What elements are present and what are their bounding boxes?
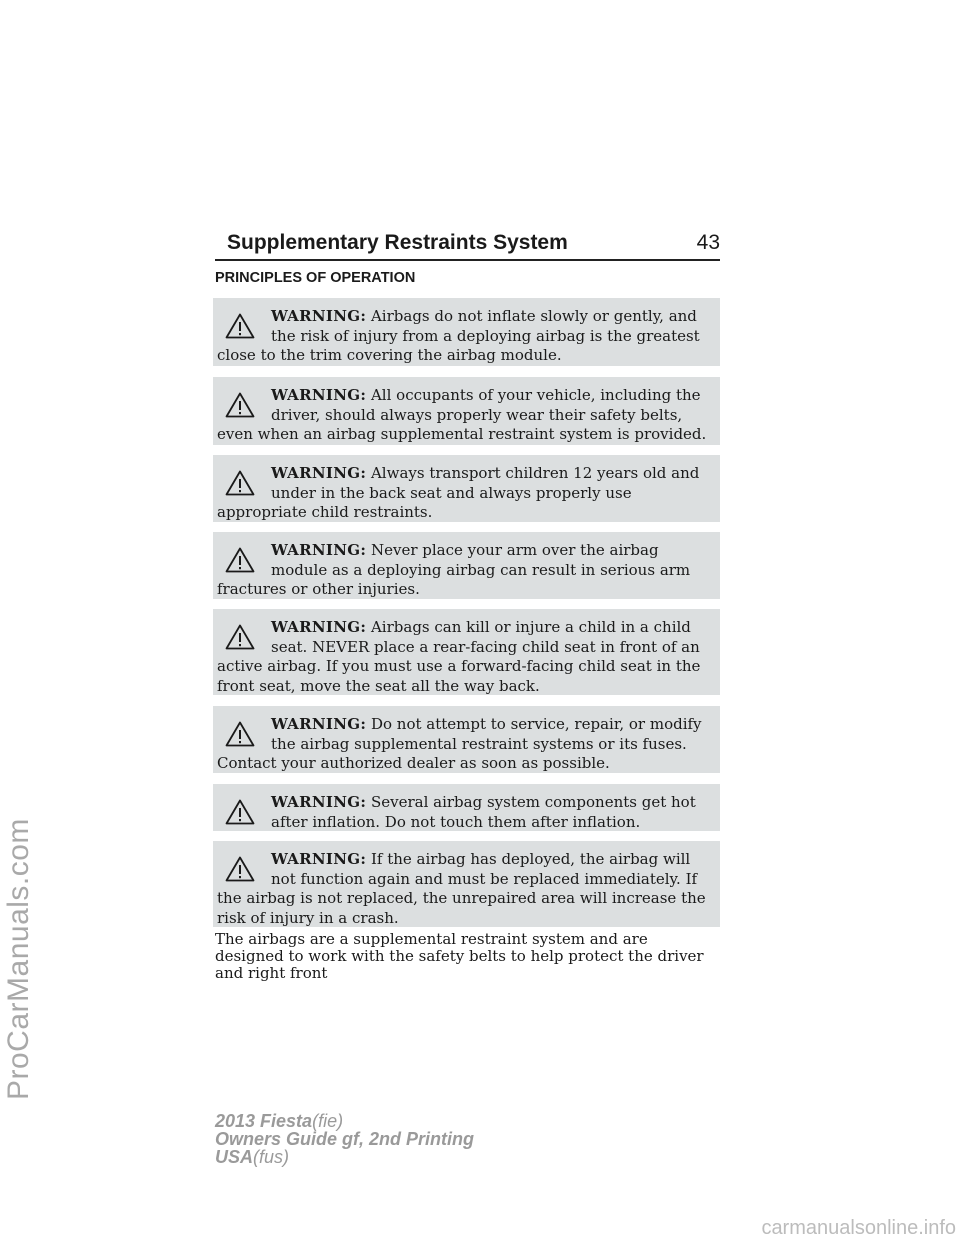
warning-triangle-icon [225,799,255,825]
footer-line-model [215,1112,474,1130]
warning-label: WARNING: [271,541,367,559]
footer-line-region [215,1148,474,1166]
warning-label: WARNING: [271,464,367,482]
warning-triangle-icon [225,624,255,650]
warning-box [213,706,720,773]
footer-model-code: (fie) [312,1111,344,1131]
warning-box [213,377,720,445]
section-heading: PRINCIPLES OF OPERATION [215,270,416,286]
footer-region: USA [215,1147,254,1167]
warning-box [213,784,720,831]
warning-text: Several airbag system components get hot after inflation. Do not touch them after inflation. [271,793,696,831]
footer-region-code: (fus) [253,1147,290,1167]
body-paragraph: The airbags are a supplemental restraint system and are designed to work with the safety belts to help protect the driver and right front [215,930,704,982]
warning-text: All occupants of your vehicle, including the driver, should always properly wear their safety belts, even when an airbag supplemental restraint system is provided. [217,386,707,443]
watermark: ProCarManuals.com [2,818,35,1100]
footer-printing: Owners Guide gf, 2nd Printing [215,1129,475,1149]
warning-text: Never place your arm over the airbag module as a deploying airbag can result in serious arm fractures or other injuries. [217,541,691,598]
warning-box [213,298,720,366]
warning-label: WARNING: [271,715,367,733]
warning-text: Always transport children 12 years old and under in the back seat and always properly use appropriate child restraints. [217,464,700,521]
warning-triangle-icon [225,547,255,573]
warning-box [213,841,720,927]
warning-label: WARNING: [271,850,367,868]
page-header [215,229,720,261]
warning-text: If the airbag has deployed, the airbag will not function again and must be replaced immediately. If the airbag is not replaced, the unrepaired area will increase the risk of injury in a crash. [217,850,706,927]
warning-triangle-icon [225,470,255,496]
header-title: Supplementary Restraints System [227,231,568,254]
warning-text: Do not attempt to service, repair, or modify the airbag supplemental restraint systems or its fuses. Contact your authorized dealer as soon as possible. [217,715,702,772]
warning-text: Airbags can kill or injure a child in a child seat. NEVER place a rear-facing child seat in front of an active airbag. If you must use a forward-facing child seat in the front seat, move the seat all the way back. [217,618,701,695]
warning-label: WARNING: [271,307,367,325]
warning-text: Airbags do not inflate slowly or gently, and the risk of injury from a deploying airbag is the greatest close to the trim covering the airbag module. [217,307,700,364]
warning-label: WARNING: [271,386,367,404]
footer [215,1112,474,1166]
page-number: 43 [696,231,720,254]
warning-box [213,455,720,522]
warning-triangle-icon [225,721,255,747]
warning-box [213,532,720,599]
footer-model: 2013 Fiesta [215,1111,313,1131]
bottom-url: carmanualsonline.info [761,1217,956,1239]
warning-triangle-icon [225,392,255,418]
warning-label: WARNING: [271,618,367,636]
warning-box [213,609,720,695]
warning-label: WARNING: [271,793,367,811]
warning-triangle-icon [225,856,255,882]
warning-triangle-icon [225,313,255,339]
